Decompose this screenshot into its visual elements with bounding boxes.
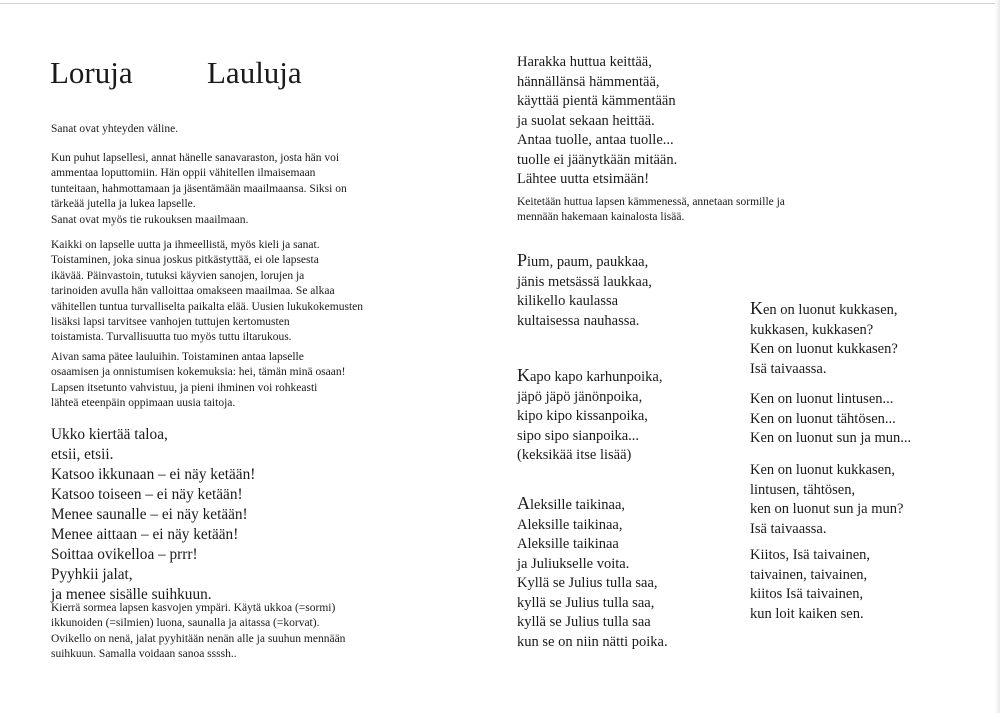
- poem-ken-lintusen: [750, 390, 911, 449]
- poem-line: kun se on niin nätti poika.: [517, 633, 668, 650]
- title-loruja: Loruja: [50, 55, 133, 90]
- poem-line: kilikello kaulassa: [517, 293, 619, 309]
- poem-line: Menee saunalle – ei näy ketään!: [51, 506, 248, 523]
- poem-line: Aleksille taikinaa,: [517, 493, 626, 513]
- paragraph-ukko-instructions: [51, 601, 345, 663]
- poem-kapo: [517, 366, 662, 466]
- poem-line: ja suolat sekaan heittää.: [517, 112, 655, 129]
- poem-line: Ken on luonut kukkasen,: [750, 462, 895, 478]
- page-top-edge: [0, 3, 1000, 4]
- poem-line: Ken on luonut kukkasen,: [750, 298, 898, 318]
- poem-line: ja Juliukselle voita.: [517, 555, 630, 572]
- text-line: osaamisen ja onnistumisen kokemuksia: hei, tämän minä osaan!: [51, 366, 346, 379]
- poem-line: Ken on luonut sun ja mun...: [750, 430, 912, 446]
- poem-line: (keksikää itse lisää): [517, 447, 632, 463]
- poem-line: lintusen, tähtösen,: [750, 481, 856, 498]
- poem-line: käyttää pientä kämmentään: [517, 93, 676, 109]
- poem-line: ja menee sisälle suihkuun.: [51, 586, 212, 603]
- text-line: Toistaminen, joka sinua joskus pitkästyttää, ei ole lapsesta: [51, 254, 319, 267]
- text-line: Kun puhut lapsellesi, annat hänelle sanavaraston, josta hän voi: [51, 152, 340, 164]
- intro-paragraph: [51, 122, 178, 137]
- poem-line: Aleksille taikinaa: [517, 536, 619, 552]
- poem-line: jänis metsässä laukkaa,: [517, 273, 652, 290]
- poem-ken-kukkasen: [750, 299, 898, 379]
- text-line: vähitellen tuntua turvalliselta paikalta elää. Uusien lukukokemusten: [51, 300, 364, 313]
- text-line: ikkunoiden (=silmien) luona, saunalla ja aitassa (=korvat).: [51, 617, 320, 630]
- poem-line: Katsoo toiseen – ei näy ketään!: [51, 486, 243, 503]
- text-line: ikävää. Päinvastoin, tutuksi käyvien sanojen, lorujen ja: [51, 269, 305, 282]
- poem-line: tuolle ei jäänytkään mitään.: [517, 151, 678, 168]
- text-line: suihkuun. Samalla voidaan sanoa ssssh..: [51, 648, 237, 661]
- poem-harakka: [517, 53, 677, 190]
- poem-pium: [517, 251, 652, 331]
- poem-ken-kaikki: [750, 461, 903, 539]
- text-line: Kierrä sormea lapsen kasvojen ympäri. Käytä ukkoa (=sormi): [51, 602, 336, 614]
- text-line: Sanat ovat myös tie rukouksen maailmaan.: [51, 213, 249, 226]
- text-line: Lapsen itsetunto vahvistuu, ja pieni ihminen voi rohkeasti: [51, 381, 318, 394]
- text-line: tunteitaan, hahmottamaan ja jäsentämään maailmaansa. Siksi on: [51, 182, 347, 195]
- note-harakka: [517, 195, 785, 226]
- paragraph-speaking: [51, 151, 347, 228]
- text-line: tarinoiden avulla hän valloittaa omakseen maailmaa. Se alkaa: [51, 285, 335, 298]
- text-line: mennään hakemaan kainalosta lisää.: [517, 211, 685, 224]
- poem-line: Pyyhkii jalat,: [51, 566, 133, 583]
- paragraph-songs: [51, 350, 345, 412]
- poem-line: Menee aittaan – ei näy ketään!: [51, 526, 239, 543]
- text-line: Aivan sama pätee lauluihin. Toistaminen antaa lapselle: [51, 351, 304, 363]
- poem-line: sipo sipo sianpoika...: [517, 427, 640, 444]
- poem-line: Ken on luonut tähtösen...: [750, 410, 896, 427]
- poem-line: Kiitos, Isä taivainen,: [750, 547, 871, 563]
- poem-line: Antaa tuolle, antaa tuolle...: [517, 132, 674, 148]
- poem-kiitos: [750, 546, 870, 624]
- poem-line: hännällänsä hämmentää,: [517, 73, 660, 90]
- poem-line: jäpö jäpö jänönpoika,: [517, 388, 643, 405]
- poem-line: Isä taivaassa.: [750, 520, 827, 537]
- book-spine-shadow: [995, 0, 1000, 713]
- poem-line: Ken on luonut lintusen...: [750, 391, 894, 407]
- poem-line: Ken on luonut kukkasen?: [750, 341, 898, 357]
- poem-line: taivainen, taivainen,: [750, 566, 868, 583]
- poem-line: ken on luonut sun ja mun?: [750, 501, 904, 517]
- poem-line: kiitos Isä taivainen,: [750, 586, 864, 602]
- poem-ukko: [51, 425, 255, 605]
- poem-line: kyllä se Julius tulla saa,: [517, 594, 655, 611]
- poem-line: Lähtee uutta etsimään!: [517, 171, 650, 187]
- text-line: ammentaa loputtomiin. Hän oppii vähitellen ilmaisemaan: [51, 167, 316, 180]
- text-line: Ovikello on nenä, jalat pyyhitään nenän alle ja suuhun mennään: [51, 632, 346, 645]
- poem-line: Aleksille taikinaa,: [517, 516, 623, 533]
- poem-line: Isä taivaassa.: [750, 360, 827, 377]
- poem-line: etsii, etsii.: [51, 446, 114, 463]
- poem-line: kukkasen, kukkasen?: [750, 321, 874, 338]
- poem-line: Katsoo ikkunaan – ei näy ketään!: [51, 466, 256, 483]
- title-lauluja: Lauluja: [207, 55, 302, 90]
- poem-line: Harakka huttua keittää,: [517, 54, 652, 70]
- text-line: Keitetään huttua lapsen kämmenessä, annetaan sormille ja: [517, 196, 785, 208]
- text-line: lähteä eteenpäin oppimaan uusia taitoja.: [51, 397, 236, 410]
- poem-line: kun loit kaiken sen.: [750, 605, 864, 622]
- paragraph-repetition: [51, 238, 363, 346]
- poem-line: Kapo kapo karhunpoika,: [517, 365, 663, 385]
- poem-aleksi: [517, 494, 668, 652]
- text-line: toistamista. Turvallisuutta tuo myös tuttu iltarukous.: [51, 331, 292, 344]
- poem-line: kultaisessa nauhassa.: [517, 312, 640, 329]
- text-line: Kaikki on lapselle uutta ja ihmeellistä, myös kieli ja sanat.: [51, 239, 320, 251]
- poem-line: Kyllä se Julius tulla saa,: [517, 575, 658, 591]
- poem-line: kyllä se Julius tulla saa: [517, 614, 651, 630]
- poem-line: kipo kipo kissanpoika,: [517, 408, 648, 424]
- text-line: Sanat ovat yhteyden väline.: [51, 123, 179, 135]
- text-line: tärkeää jutella ja lukea lapselle.: [51, 198, 196, 211]
- text-line: lisäksi lapsi tarvitsee vanhojen tuttujen kertomusten: [51, 316, 290, 329]
- poem-line: Soittaa ovikelloa – prrr!: [51, 546, 198, 563]
- poem-line: Pium, paum, paukkaa,: [517, 250, 649, 270]
- poem-line: Ukko kiertää taloa,: [51, 426, 168, 443]
